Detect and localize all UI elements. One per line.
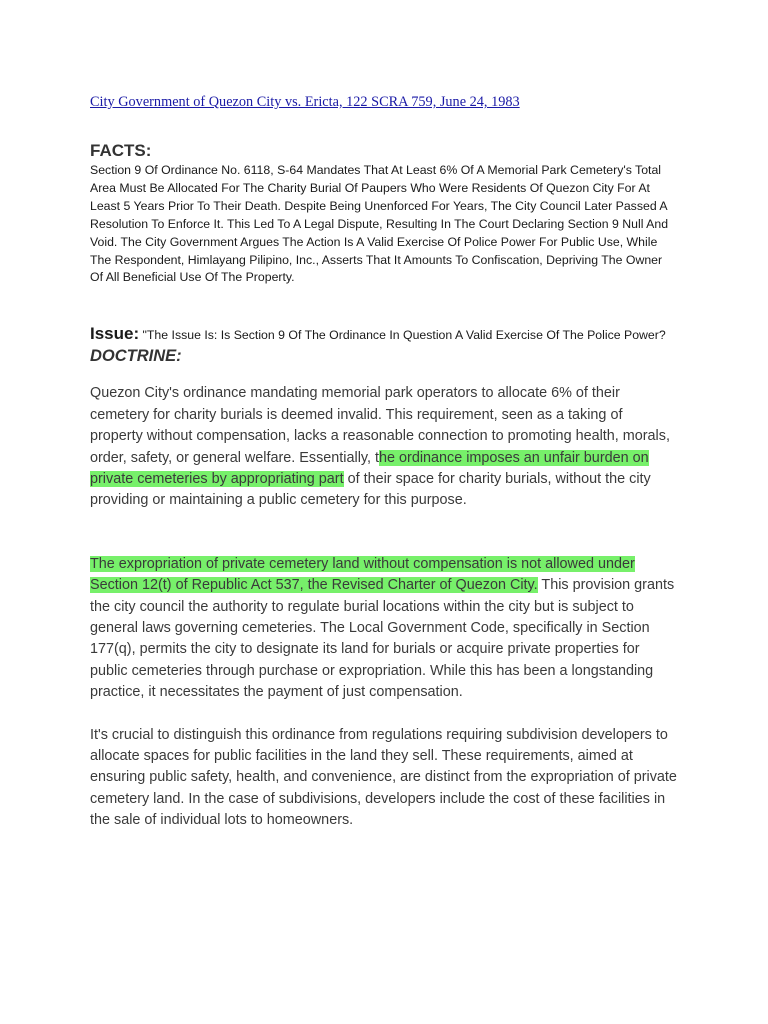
case-title-link[interactable]: City Government of Quezon City vs. Ericta, 122 SCRA 759, June 24, 1983	[90, 94, 520, 110]
paragraph-2-highlight: The expropriation of private cemetery land without compensation is not allowed under Section 12(t) of Republic Act 537, the Revised Charter of Quezon City.	[90, 555, 635, 594]
paragraph-1-highlight: he ordinance imposes an unfair burden on private cemeteries by appropriating part	[90, 449, 649, 487]
document-content	[90, 93, 678, 832]
issue-text: "The Issue Is: Is Section 9 Of The Ordinance In Question A Valid Exercise Of The Police Power?	[139, 328, 666, 343]
issue-label: Issue:	[90, 324, 140, 344]
paragraph-2-text-after: This provision grants the city council the authority to regulate burial locations within the city but is subject to general laws governing cemeteries. The Local Government Code, specifically in Section 177(q), permits the city to designate its land for burials or acquire private properties for public cemeteries through purchase or expropriation. While this has been a longstanding practice, it necessitates the payment of just compensation.	[90, 577, 675, 701]
doctrine-paragraph-2	[90, 554, 678, 704]
issue-section	[90, 324, 678, 345]
doctrine-paragraph-1	[90, 383, 678, 511]
facts-body: Section 9 Of Ordinance No. 6118, S-64 Mandates That At Least 6% Of A Memorial Park Cemetery's Total Area Must Be Allocated For The Charity Burial Of Paupers Who Were Residents Of Quezon City For At Least 5 Years Prior To Their Death. Despite Being Unenforced For Years, The City Council Later Passed A Resolution To Enforce It. This Led To A Legal Dispute, Resulting In The Court Declaring Section 9 Null And Void. The City Government Argues The Action Is A Valid Exercise Of Police Power For Public Use, While The Respondent, Himlayang Pilipino, Inc., Asserts That It Amounts To Confiscation, Depriving The Owner Of All Beneficial Use Of The Property.	[90, 163, 669, 285]
paragraph-1-text-after: of their space for charity burials, without the city providing or maintaining a public cemetery for this purpose.	[90, 470, 651, 509]
doctrine-paragraph-3: It's crucial to distinguish this ordinance from regulations requiring subdivision developers to allocate spaces for public facilities in the land they sell. These requirements, aimed at ensuring public safety, health, and convenience, are distinct from the expropriation of private cemetery land. In the case of subdivisions, developers include the cost of these facilities in the sale of individual lots to homeowners.	[90, 726, 677, 829]
facts-heading: FACTS:	[90, 141, 152, 160]
doctrine-heading: DOCTRINE:	[90, 347, 182, 366]
paragraph-1-text-before: Quezon City's ordinance mandating memorial park operators to allocate 6% of their cemetery for charity burials is deemed invalid. This requirement, seen as a taking of property without compensation, lacks a reasonable connection to promoting health, morals, order, safety, or general welfare. Essentially, t	[90, 385, 670, 466]
